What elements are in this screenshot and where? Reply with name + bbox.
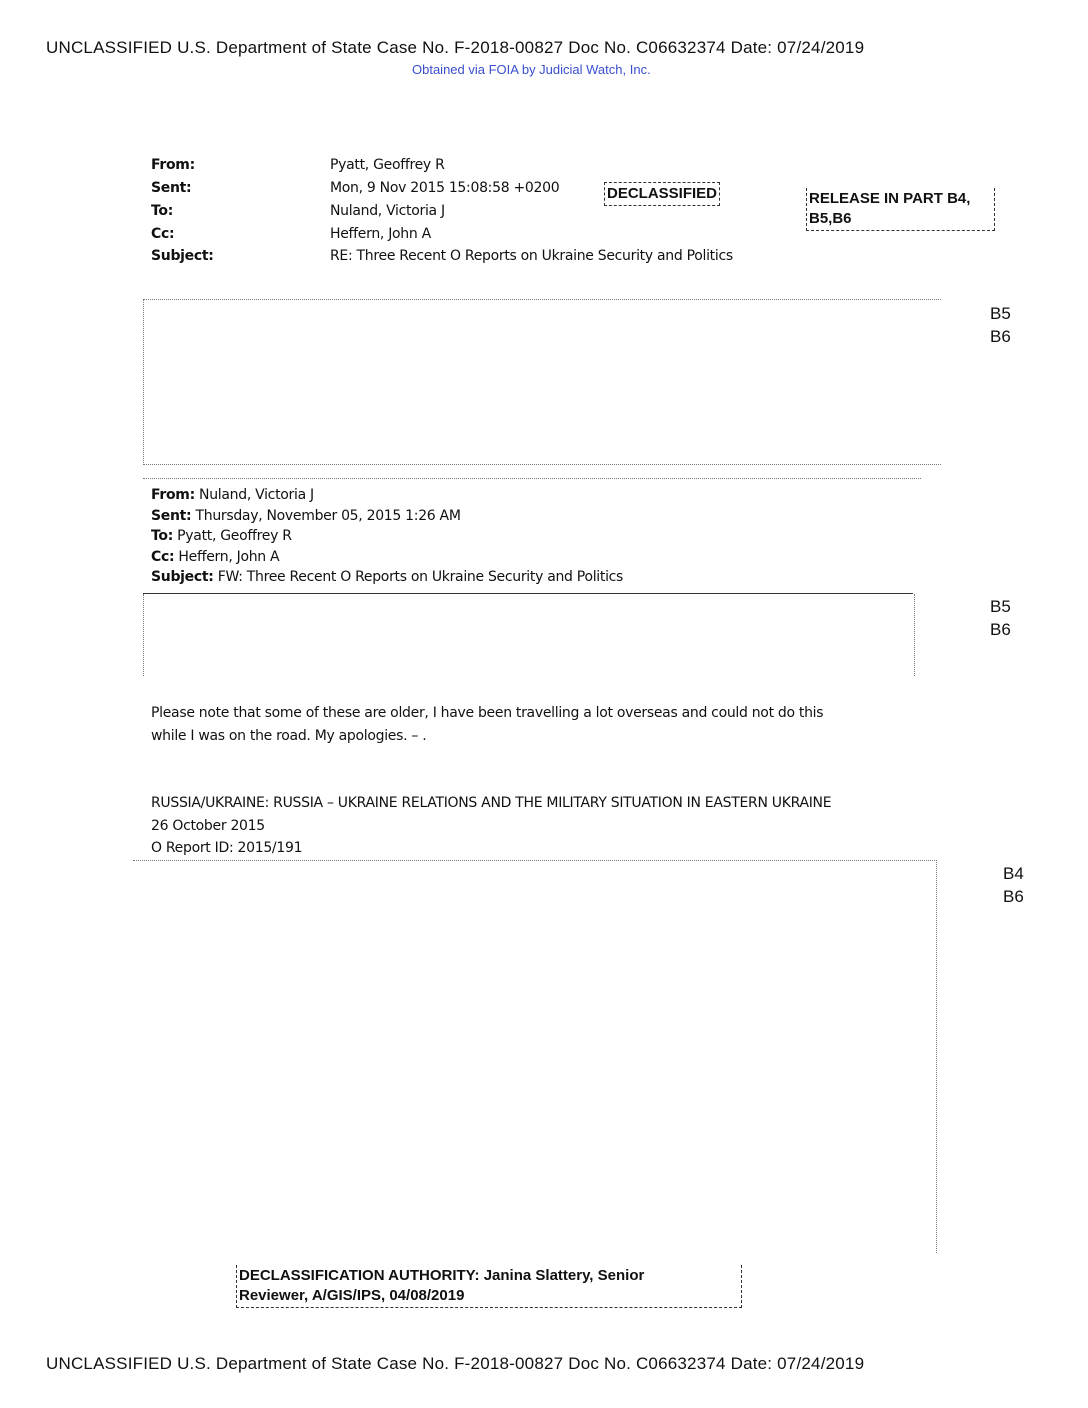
cc-label: Cc: xyxy=(151,549,175,565)
subject-label: Subject: xyxy=(151,248,214,264)
redaction-codes-1 xyxy=(990,302,1011,348)
declassified-stamp: DECLASSIFIED xyxy=(604,182,720,206)
report-id: O Report ID: 2015/191 xyxy=(151,840,303,856)
code: B6 xyxy=(1003,887,1024,906)
declassification-authority-stamp xyxy=(236,1265,742,1308)
from-label: From: xyxy=(151,157,195,173)
authority-line-2: Reviewer, A/GIS/IPS, 04/08/2019 xyxy=(239,1287,465,1304)
redaction-codes-2 xyxy=(990,595,1011,641)
redaction-codes-3 xyxy=(1003,862,1024,908)
cc-value: Heffern, John A xyxy=(174,549,280,565)
subject-value: FW: Three Recent O Reports on Ukraine Security and Politics xyxy=(213,569,624,585)
sent-value: Thursday, November 05, 2015 1:26 AM xyxy=(191,508,461,524)
note-line-1: Please note that some of these are older, I have been travelling a lot overseas and could not do this xyxy=(151,705,824,721)
watermark: Obtained via FOIA by Judicial Watch, Inc. xyxy=(412,62,651,77)
code: B5 xyxy=(990,597,1011,616)
to-value: Pyatt, Geoffrey R xyxy=(173,528,292,544)
redaction-box-2 xyxy=(143,594,915,676)
to-label: To: xyxy=(151,203,174,219)
from-line xyxy=(151,487,314,504)
cc-label: Cc: xyxy=(151,226,175,242)
cc-value: Heffern, John A xyxy=(330,226,431,242)
from-label: From: xyxy=(151,487,195,503)
to-line xyxy=(151,528,292,545)
sent-line xyxy=(151,508,461,525)
subject-value: RE: Three Recent O Reports on Ukraine Security and Politics xyxy=(330,248,733,264)
redaction-box-1 xyxy=(143,299,941,465)
sent-label: Sent: xyxy=(151,508,192,524)
authority-line-1: DECLASSIFICATION AUTHORITY: Janina Slattery, Senior xyxy=(239,1267,645,1284)
report-title: RUSSIA/UKRAINE: RUSSIA – UKRAINE RELATIONS AND THE MILITARY SITUATION IN EASTERN UKRAINE xyxy=(151,795,832,811)
page-footer: UNCLASSIFIED U.S. Department of State Case No. F-2018-00827 Doc No. C06632374 Date: 07/24/2019 xyxy=(46,1354,865,1373)
release-line-1: RELEASE IN PART B4, xyxy=(809,190,971,207)
release-stamp xyxy=(806,188,995,231)
code: B6 xyxy=(990,620,1011,639)
subject-line xyxy=(151,569,623,586)
cc-line xyxy=(151,549,279,566)
release-line-2: B5,B6 xyxy=(809,210,852,227)
to-value: Nuland, Victoria J xyxy=(330,203,445,219)
page-header: UNCLASSIFIED U.S. Department of State Case No. F-2018-00827 Doc No. C06632374 Date: 07/24/2019 xyxy=(46,38,865,57)
from-value: Pyatt, Geoffrey R xyxy=(330,157,445,173)
code: B5 xyxy=(990,304,1011,323)
sent-label: Sent: xyxy=(151,180,192,196)
redaction-box-3 xyxy=(133,860,937,1253)
to-label: To: xyxy=(151,528,174,544)
sent-value: Mon, 9 Nov 2015 15:08:58 +0200 xyxy=(330,180,560,196)
divider xyxy=(143,478,921,479)
report-date: 26 October 2015 xyxy=(151,818,265,834)
code: B6 xyxy=(990,327,1011,346)
code: B4 xyxy=(1003,864,1024,883)
from-value: Nuland, Victoria J xyxy=(194,487,314,503)
subject-label: Subject: xyxy=(151,569,214,585)
note-line-2: while I was on the road. My apologies. – . xyxy=(151,728,427,744)
